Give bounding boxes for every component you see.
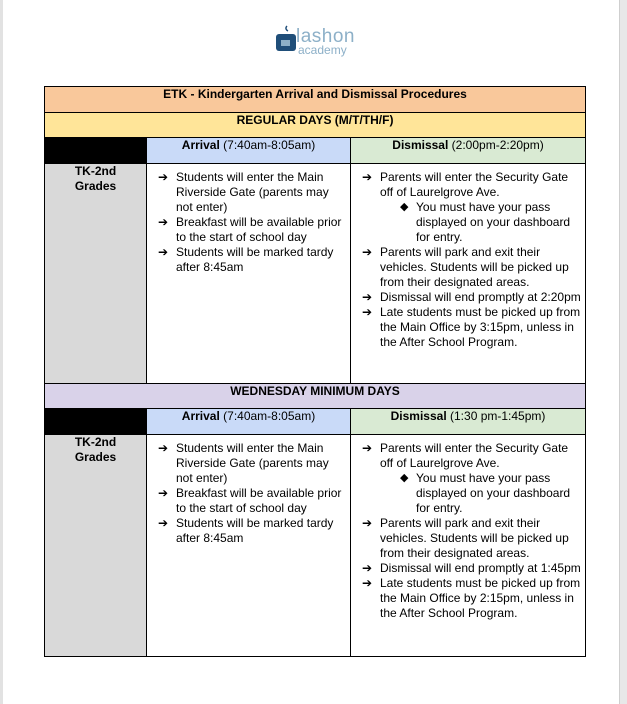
dismissal-label: Dismissal xyxy=(392,138,449,152)
regular-dismissal-cell xyxy=(351,164,586,384)
arrow-right-icon: ➔ xyxy=(158,516,169,530)
dismissal-label: Dismissal xyxy=(390,409,447,423)
list-item: ➔ Students will enter the Main Riverside Gate (parents may not enter) xyxy=(158,170,329,214)
dismissal-time: (2:00pm-2:20pm) xyxy=(451,138,544,152)
sub-list-item: ◆ You must have your pass displayed on your dashboard for entry. xyxy=(400,200,571,244)
arrow-right-icon: ➔ xyxy=(158,441,169,455)
logo-text-lashon: lashon xyxy=(296,26,355,47)
lamp-logo-icon xyxy=(274,25,298,55)
sub-list-item: ◆ You must have your pass displayed on your dashboard for entry. xyxy=(400,471,571,515)
wednesday-heading: WEDNESDAY MINIMUM DAYS xyxy=(45,384,586,409)
regular-grade-cell xyxy=(45,164,147,384)
blank-header-cell xyxy=(45,409,147,435)
arrival-label: Arrival xyxy=(181,138,220,152)
arrow-right-icon: ➔ xyxy=(362,516,373,530)
list-item: ➔ Students will be marked tardy after 8:45am xyxy=(158,245,334,274)
list-item: ➔ Students will be marked tardy after 8:45am xyxy=(158,516,334,545)
wednesday-column-header-row xyxy=(45,409,586,435)
arrival-label: Arrival xyxy=(181,409,220,423)
diamond-icon: ◆ xyxy=(400,472,409,484)
list-item: ➔ Dismissal will end promptly at 1:45pm xyxy=(362,561,581,575)
list-item: ➔ Breakfast will be available prior to the start of school day xyxy=(158,215,342,244)
arrow-right-icon: ➔ xyxy=(362,290,373,304)
diamond-icon: ◆ xyxy=(400,201,409,213)
grade-line1: TK-2nd xyxy=(74,164,117,178)
page-edge-left xyxy=(0,0,3,704)
table-title: ETK - Kindergarten Arrival and Dismissal Procedures xyxy=(45,87,586,113)
arrow-right-icon: ➔ xyxy=(362,170,373,184)
arrow-right-icon: ➔ xyxy=(158,170,169,184)
list-item: ➔ Late students must be picked up from the Main Office by 3:15pm, unless in the After School Program. xyxy=(362,305,581,349)
wednesday-arrival-header xyxy=(147,409,351,435)
list-item: ➔ Dismissal will end promptly at 2:20pm xyxy=(362,290,581,304)
dismissal-time: (1:30 pm-1:45pm) xyxy=(450,409,546,423)
title-row xyxy=(45,87,586,113)
grade-line2: Grades xyxy=(74,179,117,193)
regular-days-heading: REGULAR DAYS (M/T/TH/F) xyxy=(45,113,586,138)
arrow-right-icon: ➔ xyxy=(158,486,169,500)
arrival-time: (7:40am-8:05am) xyxy=(223,138,316,152)
list-item: ➔ Parents will park and exit their vehicles. Students will be picked up from their designated areas. xyxy=(362,516,569,560)
wednesday-grade-cell xyxy=(45,435,147,657)
wednesday-arrival-cell xyxy=(147,435,351,657)
arrow-right-icon: ➔ xyxy=(362,245,373,259)
arrow-right-icon: ➔ xyxy=(362,561,373,575)
regular-content-row xyxy=(45,164,586,384)
arrow-right-icon: ➔ xyxy=(158,215,169,229)
arrow-right-icon: ➔ xyxy=(158,245,169,259)
list-item: ➔ Late students must be picked up from the Main Office by 2:15pm, unless in the After School Program. xyxy=(362,576,581,620)
wednesday-row xyxy=(45,384,586,409)
lashon-academy-logo xyxy=(274,25,364,61)
arrow-right-icon: ➔ xyxy=(362,441,373,455)
arrival-time: (7:40am-8:05am) xyxy=(223,409,316,423)
list-item: ➔ Parents will enter the Security Gate off of Laurelgrove Ave. ◆ You must have your pass displayed on your dashboard for entry. xyxy=(356,441,581,516)
regular-column-header-row xyxy=(45,138,586,164)
regular-arrival-cell xyxy=(147,164,351,384)
wednesday-dismissal-cell xyxy=(351,435,586,657)
grade-line1: TK-2nd xyxy=(74,435,117,449)
page-edge-right xyxy=(619,0,627,704)
grade-line2: Grades xyxy=(74,450,117,464)
list-item: ➔ Students will enter the Main Riverside Gate (parents may not enter) xyxy=(158,441,329,485)
list-item: ➔ Parents will enter the Security Gate off of Laurelgrove Ave. ◆ You must have your pass displayed on your dashboard for entry. xyxy=(356,170,581,245)
regular-arrival-header xyxy=(147,138,351,164)
logo-text-academy: academy xyxy=(298,43,347,57)
regular-dismissal-header xyxy=(351,138,586,164)
blank-header-cell xyxy=(45,138,147,164)
procedures-table xyxy=(44,86,586,657)
wednesday-dismissal-header xyxy=(351,409,586,435)
arrow-right-icon: ➔ xyxy=(362,305,373,319)
arrow-right-icon: ➔ xyxy=(362,576,373,590)
list-item: ➔ Parents will park and exit their vehicles. Students will be picked up from their designated areas. xyxy=(362,245,569,289)
regular-days-row xyxy=(45,113,586,138)
wednesday-content-row xyxy=(45,435,586,657)
list-item: ➔ Breakfast will be available prior to the start of school day xyxy=(158,486,342,515)
